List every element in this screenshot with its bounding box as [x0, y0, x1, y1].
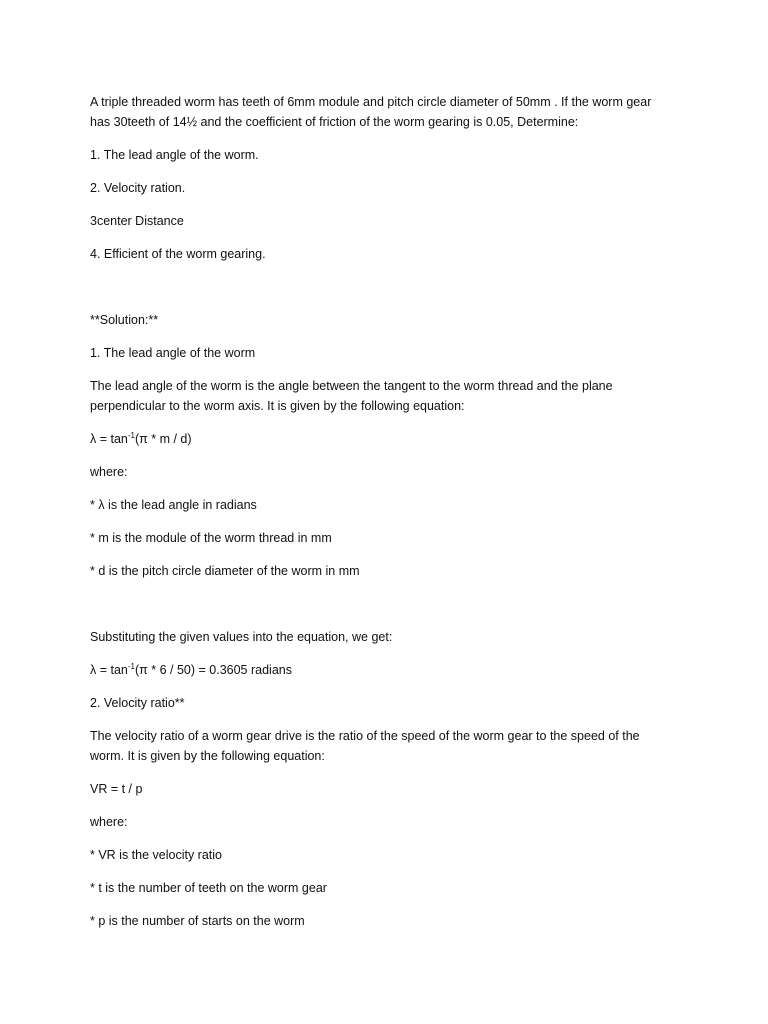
- problem-item: 4. Efficient of the worm gearing.: [90, 247, 266, 261]
- result-equation: [90, 660, 670, 680]
- section-description: The lead angle of the worm is the angle between the tangent to the worm thread and the plane perpendicular to the worm axis. It is given by the following equation:: [90, 379, 613, 413]
- section-title: 2. Velocity ratio**: [90, 696, 185, 710]
- definition-item: * VR is the velocity ratio: [90, 848, 222, 862]
- definition-item: * λ is the lead angle in radians: [90, 498, 257, 512]
- equation-superscript: -1: [127, 431, 135, 440]
- where-label: where:: [90, 815, 128, 829]
- definition-item: * t is the number of teeth on the worm gear: [90, 881, 327, 895]
- problem-statement: A triple threaded worm has teeth of 6mm module and pitch circle diameter of 50mm . If the worm gear has 30teeth of 14½ and the coefficient of friction of the worm gearing is 0.05, Determine:: [90, 95, 652, 129]
- substitution-text: Substituting the given values into the equation, we get:: [90, 630, 393, 644]
- problem-item: 2. Velocity ration.: [90, 181, 186, 195]
- section-title: 1. The lead angle of the worm: [90, 346, 256, 360]
- equation: VR = t / p: [90, 782, 143, 796]
- section-description: The velocity ratio of a worm gear drive is the ratio of the speed of the worm gear to the speed of the worm. It is given by the following equation:: [90, 729, 640, 763]
- where-label: where:: [90, 465, 128, 479]
- result-suffix: (π * 6 / 50) = 0.3605 radians: [135, 663, 292, 677]
- definition-item: * p is the number of starts on the worm: [90, 914, 305, 928]
- equation-prefix: λ = tan: [90, 432, 128, 446]
- solution-heading: **Solution:**: [90, 313, 159, 327]
- result-prefix: λ = tan: [90, 663, 128, 677]
- result-superscript: -1: [127, 662, 135, 671]
- definition-item: * m is the module of the worm thread in mm: [90, 531, 332, 545]
- definition-item: * d is the pitch circle diameter of the worm in mm: [90, 564, 360, 578]
- problem-item: 3center Distance: [90, 214, 184, 228]
- equation-suffix: (π * m / d): [135, 432, 192, 446]
- problem-item: 1. The lead angle of the worm.: [90, 148, 259, 162]
- equation: [90, 429, 670, 449]
- document-page: [90, 92, 670, 931]
